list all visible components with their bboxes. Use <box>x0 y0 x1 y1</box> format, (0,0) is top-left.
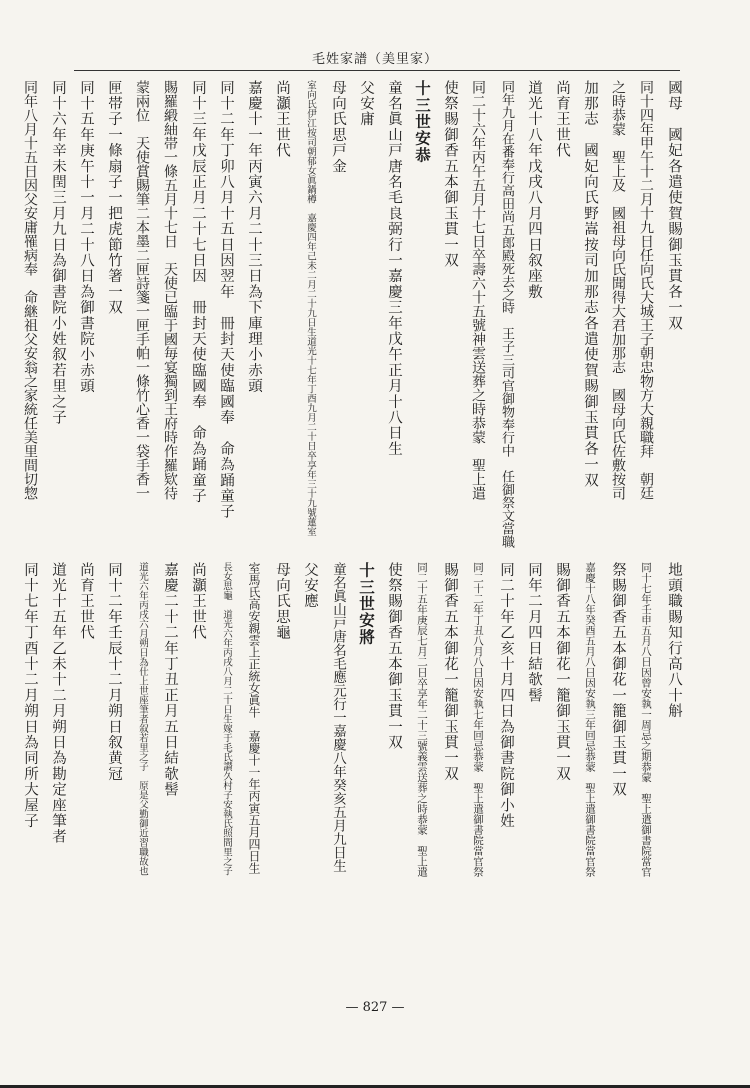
text-column: 同十二年壬辰十二月朔日叙黄冠 <box>106 562 122 782</box>
text-column: 童名眞山戸唐名毛良弼行一嘉慶三年戊午正月十八日生 <box>386 80 402 457</box>
text-column: 使祭賜御香五本御玉貫一双 <box>386 562 402 751</box>
text-column: 之時恭蒙 聖上及 國祖母向氏聞得大君加那志 國母向氏佐敷按司 <box>610 80 626 500</box>
text-column: 室馬氏高安親雲上正統女眞牛 嘉慶十一年丙寅五月四日生 <box>247 562 261 874</box>
text-column: 父安庸 <box>358 80 374 128</box>
text-column: 匣帯子一條扇子一把虎節竹箸一双 <box>106 80 122 316</box>
text-column: 使祭賜御香五本御玉貫一双 <box>442 80 458 269</box>
text-column: 同十二年丁卯八月十五日因翌年 冊封天使臨國奉 命為踊童子 <box>218 80 234 520</box>
text-column: 十三世安恭 <box>413 80 432 164</box>
text-column: 室向氏伊江按司朝郁女眞鍋樽 嘉慶四年己未二月二十九日生道光十七年丁酉九月二十日卒享年三十九號蓮室 <box>305 80 316 536</box>
text-column: 母向氏思戸金 <box>330 80 346 175</box>
text-column: 童名眞山戸唐名毛應元行一嘉慶八年癸亥五月九日生 <box>330 562 346 873</box>
text-column: 同十七年丁酉十二月朔日為同所大屋子 <box>22 562 38 829</box>
lower-text-block <box>16 562 688 877</box>
text-column: 同十六年辛未閏三月九日為御書院小姓叙若里之子 <box>50 80 66 426</box>
text-column: 賜御香五本御花一籠御玉貫一双 <box>554 562 570 782</box>
text-column: 嘉慶二十二年丁丑正月五日結欹髻 <box>162 562 178 798</box>
text-column: 道光六年丙戌六月朔日為仕上世座筆者叙若里之子 原是父勤御近習職故也 <box>137 562 148 876</box>
text-column: 同二十六年丙午五月十七日卒壽六十五號神雲送葬之時恭蒙 聖上遣 <box>470 80 486 500</box>
text-column: 國母 國妃各遣使賀賜御玉貫各一双 <box>666 80 682 332</box>
text-column: 加那志 國妃向氏野嵩按司加那志各遣使賀賜御玉貫各一双 <box>582 80 598 489</box>
text-column: 嘉慶十一年丙寅六月二十三日為下庫理小赤頭 <box>246 80 262 394</box>
text-column: 父安應 <box>302 562 318 610</box>
text-column: 賜御香五本御花一籠御玉貫一双 <box>442 562 458 782</box>
text-column: 同十七年壬申五月八日因曾安執一周忌之期恭蒙 聖上遣御書院當官 <box>640 562 652 877</box>
page-number: — 827 — <box>345 1000 405 1015</box>
text-column: 同十三年戊辰正月二十七日因 冊封天使臨國奉 命為踊童子 <box>190 80 206 504</box>
text-column: 嘉慶十八年癸酉五月八日因安執三年回忌恭蒙 聖上遣御書院當官祭 <box>584 562 596 877</box>
text-column: 尚灝王世代 <box>274 80 290 159</box>
text-column: 長女思龜 道光六年丙戌八月二十日生嫁于毛氏讃久村子安執氏照間里之子 <box>221 562 232 876</box>
text-column: 同二十二年丁丑八月八日因安執七年回忌恭蒙 聖上遣御書院當官祭 <box>472 562 484 877</box>
text-column: 同二十五年庚辰七月二日卒享年二十三號義雲送葬之時恭蒙 聖上遣 <box>416 562 428 877</box>
text-column: 尚育王世代 <box>554 80 570 159</box>
text-column: 道光十八年戊戌八月四日叙座敷 <box>526 80 542 300</box>
text-column: 祭賜御香五本御花一籠御玉貫一双 <box>610 562 626 798</box>
text-column: 同年八月十五日因父安庸罹病奉 命継祖父安翁之家統任美里間切惣 <box>22 80 38 500</box>
text-column: 賜羅緞紬帯一條五月十七日 天使已臨于國毎宴獨到王府時作羅欵待 <box>162 80 178 500</box>
text-column: 同年二月四日結欹髻 <box>526 562 542 704</box>
text-column: 母向氏思龜 <box>274 562 290 641</box>
text-column: 尚灝王世代 <box>190 562 206 641</box>
text-column: 同二十年乙亥十月四日為御書院御小姓 <box>498 562 514 829</box>
text-column: 同年九月在番奉行高田尚五郎殿死去之時 王子三司官御物奉行中 任御祭文當職 <box>499 80 514 548</box>
upper-text-block <box>16 80 688 550</box>
text-column: 地頭職賜知行高八十斛 <box>666 562 682 719</box>
text-column: 同十四年甲午十二月十九日任向氏大城王子朝忠物方大親職拜 朝廷 <box>638 80 654 500</box>
text-column: 十三世安將 <box>357 562 376 646</box>
header-rule <box>74 70 680 71</box>
text-column: 道光十五年乙未十二月朔日為勘定座筆者 <box>50 562 66 845</box>
running-head: 毛姓家譜（美里家） <box>311 52 438 67</box>
text-column: 同十五年庚午十一月二十八日為御書院小赤頭 <box>78 80 94 394</box>
text-column: 蒙兩位 天使賞賜筆二本墨二匣詩箋一匣手帕一條竹心香一袋手香一 <box>134 80 150 500</box>
text-column: 尚育王世代 <box>78 562 94 641</box>
